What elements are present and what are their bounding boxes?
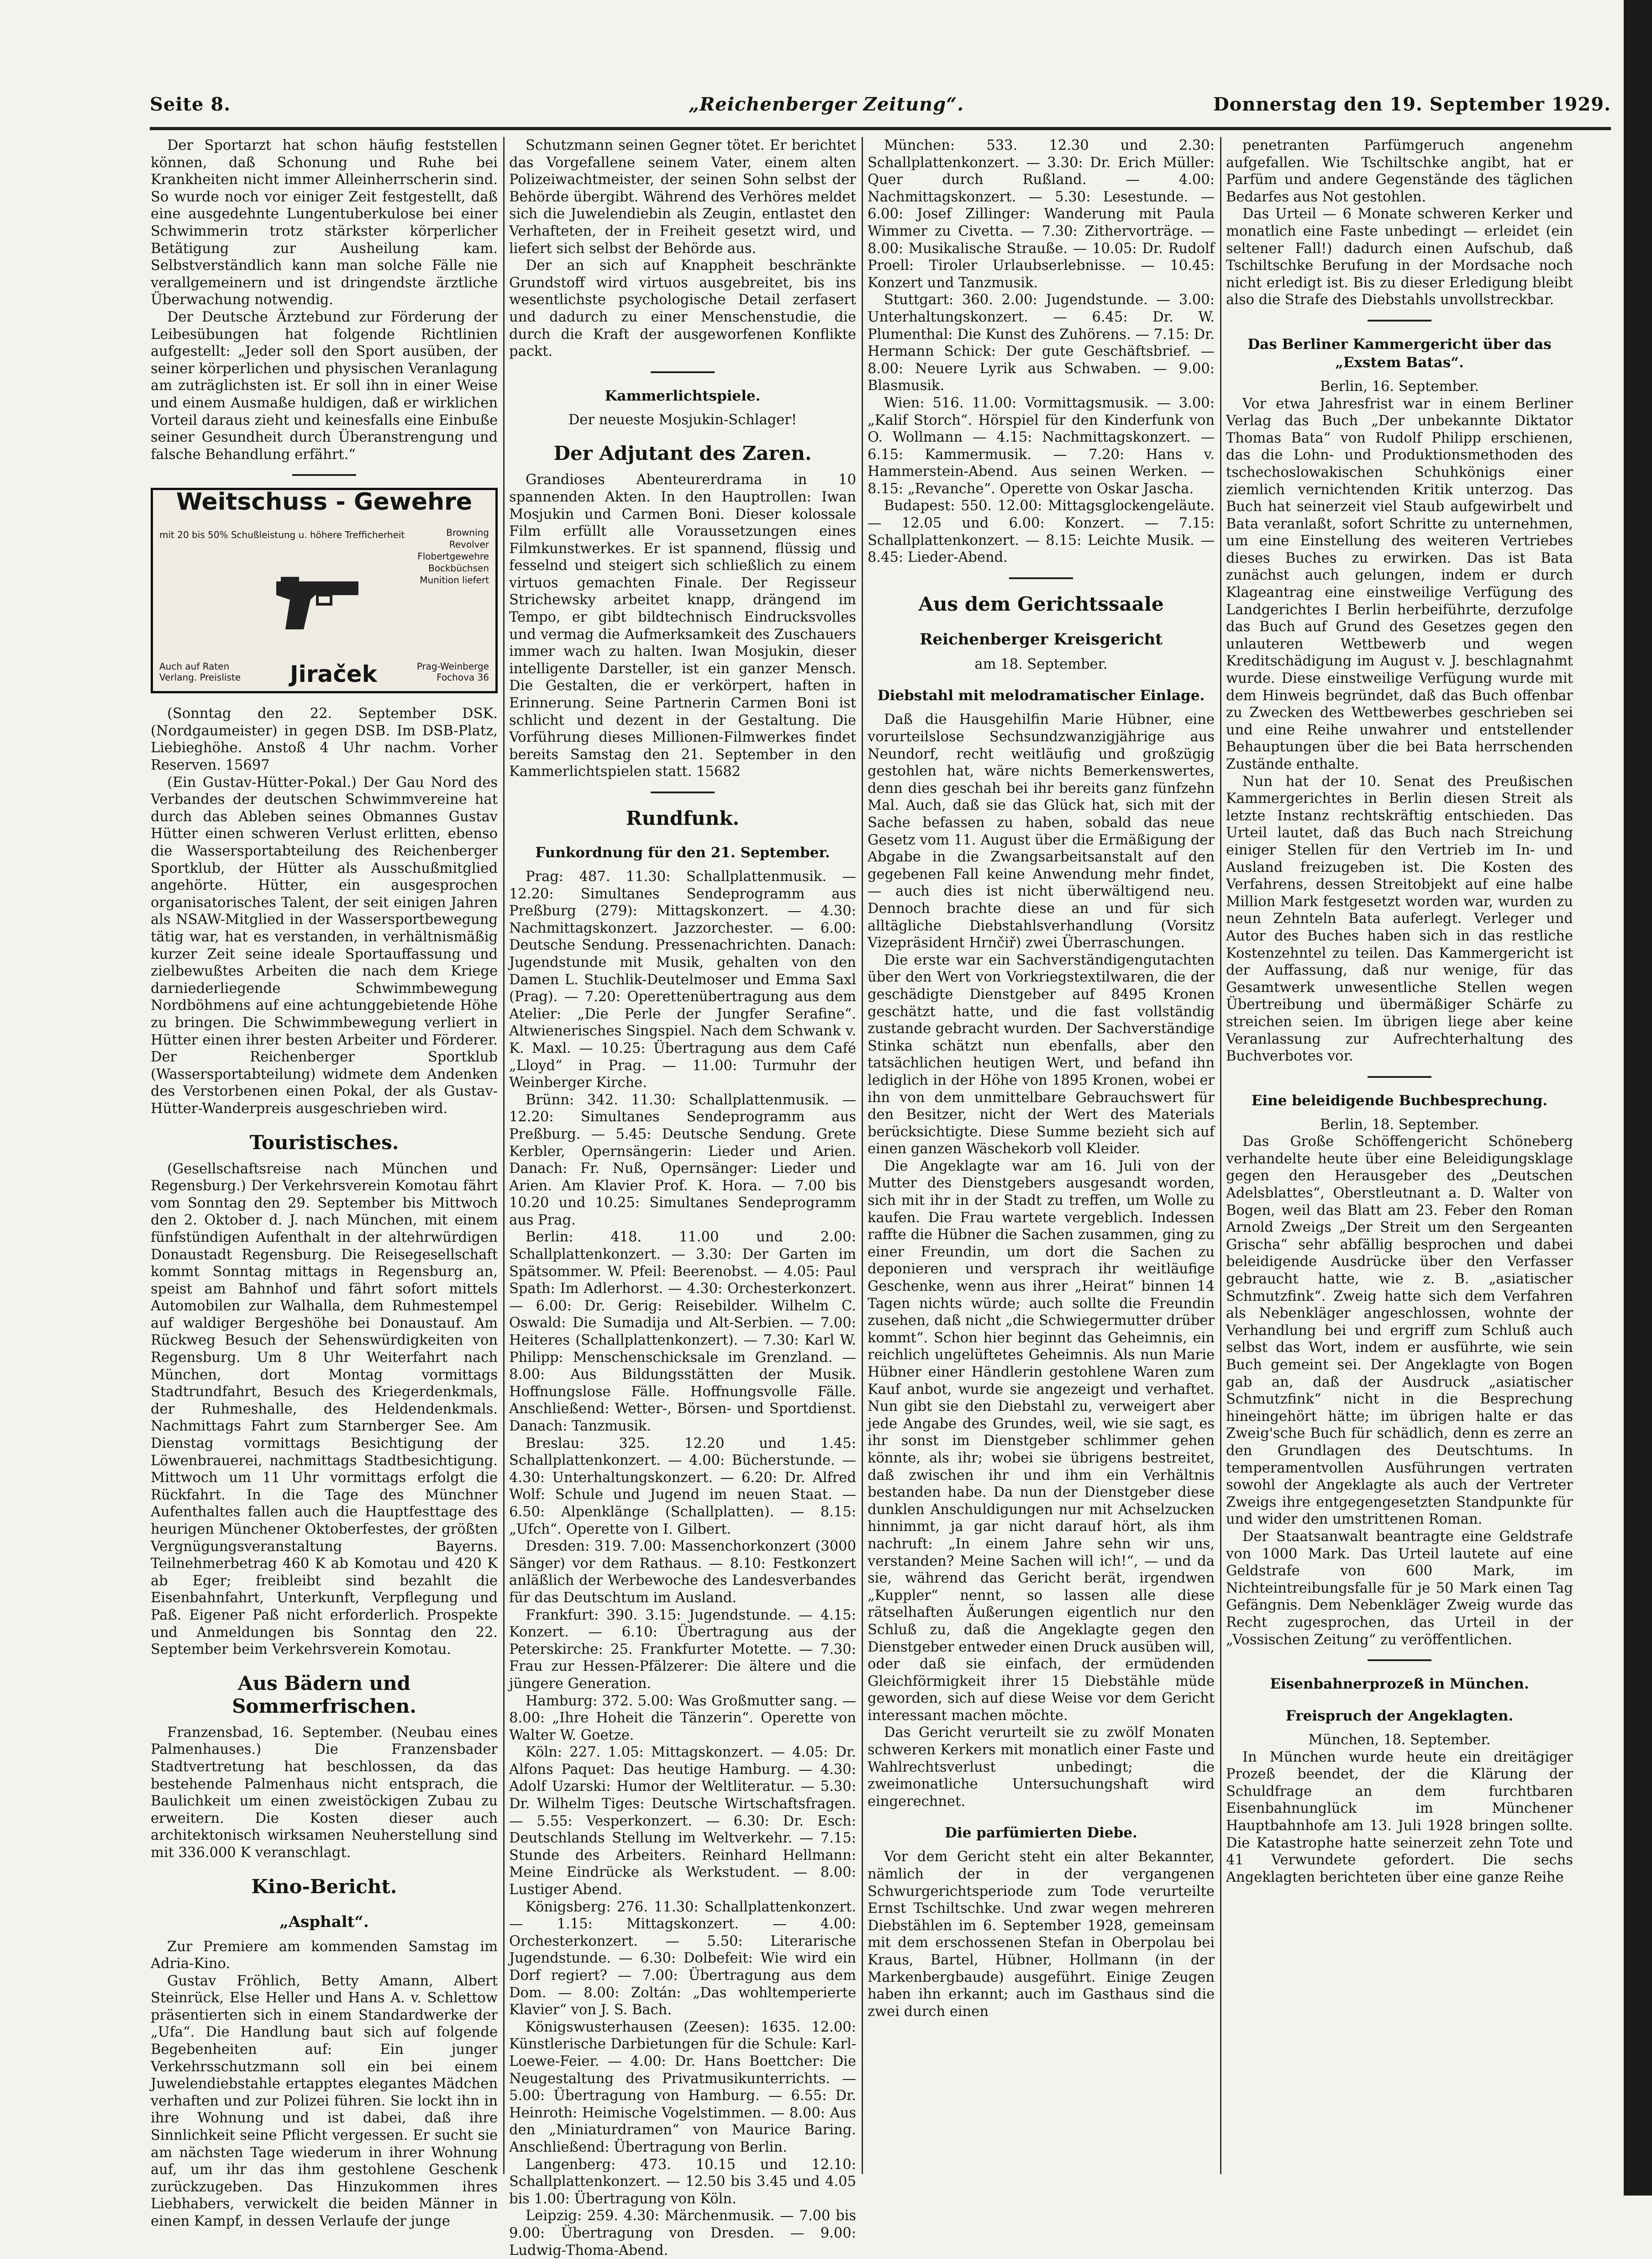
radio-listing: Stuttgart: 360. 2.00: Jugendstunde. — 3.00: Unterhaltungskonzert. — 6.45: Dr. W. Plumenthal: Die Kunst des Zuhörens. — 7.15: Dr. Hermann Schick: Der gute Geschäftsbrief. — 8.00: Neuere Lyrik aus Schwaben. — 9.00: Blasmusik.: [868, 292, 1215, 394]
article-heading: Diebstahl mit melodramatischer Einlage.: [877, 687, 1205, 704]
issue-date: Donnerstag den 19. September 1929.: [1213, 94, 1611, 115]
radio-listing: Dresden: 319. 7.00: Massenchorkonzert (3000 Sänger) vor dem Rathaus. — 8.10: Festkonzert anläßlich der Werbewoche des Landesverbandes für das Deutschtum im Ausland.: [509, 1538, 856, 1606]
dateline: Berlin, 18. September.: [1320, 1116, 1479, 1133]
page-header: [150, 94, 1611, 126]
separator: [651, 371, 715, 373]
article-paragraph: Franzensbad, 16. September. (Neubau eines Palmenhauses.) Die Franzensbader Stadtvertretung hat beschlossen, da das bestehende Palmenhaus nicht entsprach, die Baulichkeit um einen zweistöckigen Zubau zu erweitern. Die Kosten dieser auch architektonisch wirksamen Neuherstellung sind mit 336.000 K veranschlagt.: [151, 1724, 498, 1861]
article-subheading: Freispruch der Angeklagten.: [1285, 1708, 1514, 1725]
column-4: [1226, 137, 1573, 2183]
article-paragraph: Zur Premiere am kommenden Samstag im Adria-Kino.: [151, 1938, 498, 1972]
radio-listing: Königswusterhausen (Zeesen): 1635. 12.00: Künstlerische Darbietungen für die Schule: Karl-Loewe-Feier. — 4.00: Dr. Hans Boettcher: Die Neugestaltung des Privatmusikunterrichts. — 5.00: Übertragung von Hamburg. — 6.55: Dr. Heinroth: Heimische Vogelstimmen. — 8.00: Aus den „Miniaturdramen“ von Maurice Baring. Anschließend: Übertragung von Berlin.: [509, 2019, 856, 2155]
page-number: Seite 8.: [150, 94, 231, 115]
article-heading: Eisenbahnerprozeß in München.: [1270, 1676, 1529, 1693]
ad-note-line: Auch auf Raten: [159, 661, 230, 672]
radio-listing: Köln: 227. 1.05: Mittagskonzert. — 4.05: Dr. Alfons Paquet: Das heutige Hamburg. — 4.30: Adolf Uzarski: Humor der Weltliteratur. — 5.30: Dr. Wilhelm Tiges: Deutsche Wirtschaftsfragen. — 5.55: Vesperkonzert. — 6.30: Dr. Esch: Deutschlands Stellung im Weltverkehr. — 7.15: Stunde des Arbeiters. Reinhard Hellmann: Meine Eindrücke als Werkstudent. — 8.00: Lustiger Abend.: [509, 1744, 856, 1898]
article-paragraph: Vor etwa Jahresfrist war in einem Berliner Verlag das Buch „Der unbekannte Diktator Thomas Bata“ von Rudolf Philipp erschienen, das die Lohn- und Produktionsmethoden des tschechoslowakischen Schuhkönigs einer ziemlich vernichtenden Kritik unterzog. Das Buch hat seinerzeit viel Staub aufgewirbelt und Bata veranlaßt, sofort Schritte zu unternehmen, um eine Einstellung des weiteren Vertriebes dieses Buches zu erwirken. Das ist Bata zunächst auch gelungen, indem er durch Klageantrag eine einstweilige Verfügung des Landgerichtes I Berlin herbeiführte, derzufolge das Buch auf Grund des Gesetzes gegen den unlauteren Wettbewerb und wegen Kreditschädigung im August v. J. beschlagnahmt wurde. Diese einstweilige Verfügung wurde mit dem Hinweis begründet, daß das Buch offenbar zu Zwecken des Wettbewerbes geschrieben sei und eine Reihe unwahrer und entstellender Behauptungen über die bei Bata herrschenden Zustände enthalte.: [1226, 396, 1573, 772]
separator: [1368, 1076, 1431, 1078]
newspaper-title: „Reichenberger Zeitung“.: [689, 94, 964, 115]
ad-address-line: Prag-Weinberge: [416, 661, 489, 672]
article-heading: „Asphalt“.: [279, 1912, 369, 1931]
column-2: [509, 137, 856, 2259]
radio-listing: Berlin: 418. 11.00 und 2.00: Schallplattenkonzert. — 3.30: Der Garten im Spätsommer. W. Pfeil: Beerenobst. — 4.05: Paul Spath: Im Adlerhorst. — 4.30: Orchesterkonzert. — 6.00: Dr. Gerig: Reisebilder. Wilhelm C. Oswald: Die Sumadija und Alt-Serbien. — 7.00: Heiteres (Schallplattenkonzert). — 7.30: Karl W. Philipp: Menschenschicksale im Grenzland. — 8.00: Aus Bildungsstätten der Musik. Hoffnungslose Fälle. Hoffnungsvolle Fälle. Anschließend: Wetter-, Börsen- und Sportdienst. Danach: Tanzmusik.: [509, 1229, 856, 1434]
article-paragraph: Nun hat der 10. Senat des Preußischen Kammergerichtes in Berlin diesen Streit als letzte Instanz rechtskräftig entschieden. Das Urteil lautet, daß das Buch nach Streichung einiger Stellen für den Vertrieb im In- und Ausland freizugeben ist. Die Kosten des Verfahrens, dessen Streitobjekt auf eine halbe Million Mark festgesetzt worden war, wurden zu neun Zehnteln Bata auferlegt. Verleger und Autor des Buches haben sich in das restliche Kostenzehntel zu teilen. Das Kammergericht ist der Auffassung, daß nur wenige, für das Gesamtwerk unwesentliche Stellen wegen Übertreibung und übermäßiger Schärfe zu streichen seien. Im übrigen liege aber keine Veranlassung zur Aufrechterhaltung des Buchverbotes vor.: [1226, 773, 1573, 1065]
article-heading: Der Adjutant des Zaren.: [553, 442, 812, 465]
dateline: München, 18. September.: [1308, 1732, 1491, 1748]
separator: [1009, 577, 1073, 579]
ad-left-note: [159, 661, 241, 683]
radio-listing: Langenberg: 473. 10.15 und 12.10: Schallplattenkonzert. — 12.50 bis 3.45 und 4.05 bis 1.00: Übertragung von Köln.: [509, 2156, 856, 2207]
article-paragraph: In München wurde heute ein dreitägiger Prozeß beendet, der die Klärung der Schuldfrage an dem furchtbaren Eisenbahnunglück im Münchener Hauptbahnhofe am 13. Juli 1928 bringen sollte. Die Katastrophe hatte seinerzeit zehn Tote und 41 Verwundete gefordert. Die sechs Angeklagten berichteten über eine ganze Reihe: [1226, 1749, 1573, 1885]
separator: [1368, 320, 1431, 322]
radio-listing: Brünn: 342. 11.30: Schallplattenmusik. — 12.20: Simultanes Sendeprogramm aus Preßburg. — 5.45: Deutsche Sendung. Grete Kerbler, Opernsängerin: Lieder und Arien. Danach: Fr. Nuß, Opernsänger: Lieder und Arien. Am Klavier Prof. K. Hora. — 7.00 bis 10.20 und 10.25: Simultanes Sendeprogramm aus Prag.: [509, 1092, 856, 1228]
ad-list-item: Bockbüchsen: [428, 563, 489, 574]
ad-list-item: Flobertgewehre: [417, 551, 489, 562]
article-paragraph: penetranten Parfümgeruch angenehm aufgefallen. Wie Tschiltschke angibt, hat er Parfüm und andere Gegenstände des täglichen Bedarfes aus Not gestohlen.: [1226, 137, 1573, 205]
ad-title: Weitschuss - Gewehre: [176, 488, 473, 516]
column-rule: [862, 137, 863, 2174]
article-paragraph: Das Gericht verurteilt sie zu zwölf Monaten schweren Kerkers mit monatlich einer Faste und Wahlrechtsverlust unbedingt; die zweimonatliche Untersuchungshaft wird eingerechnet.: [868, 1725, 1215, 1810]
radio-listing: Hamburg: 372. 5.00: Was Großmutter sang. — 8.00: „Ihre Hoheit die Tänzerin“. Operette von Walter W. Goetze.: [509, 1693, 856, 1743]
article-paragraph: Der Staatsanwalt beantragte eine Geldstrafe von 1000 Mark. Das Urteil lautete auf eine Geldstrafe von 600 Mark, im Nichteintreibungsfalle für je 50 Mark einen Tag Gefängnis. Dem Nebenkläger Zweig wurde das Recht zugesprochen, das Urteil in der „Vossischen Zeitung“ zu veröffentlichen.: [1226, 1528, 1573, 1648]
article-paragraph: Schutzmann seinen Gegner tötet. Er berichtet das Vorgefallene seinem Vater, einem alten Polizeiwachtmeister, der seinen Sohn selbst der Behörde übergibt. Während des Verhöres meldet sich die Juwelendiebin als Zeugin, entlastet den Verhafteten, der in Freiheit gesetzt wird, und liefert sich selbst der Behörde aus.: [509, 137, 856, 257]
column-1: [151, 137, 498, 2229]
radio-listing: Wien: 516. 11.00: Vormittagsmusik. — 3.00: „Kalif Storch“. Hörspiel für den Kinderfunk von O. Wollmann — 4.15: Nachmittagskonzert. — 6.15: Kammermusik. — 7.20: Hans v. Hammerstein-Abend. Aus seinen Werken. — 8.15: „Revanche“. Operette von Oskar Jascha.: [868, 395, 1215, 497]
article-paragraph: (Gesellschaftsreise nach München und Regensburg.) Der Verkehrsverein Komotau fährt vom Sonntag den 29. September bis Mittwoch den 2. Oktober d. J. nach München, mit einem fünfstündigen Aufenthalt in der altehrwürdigen Donaustadt Regensburg. Die Reisegesellschaft kommt Sonntag mittags in Regensburg an, speist am Bahnhof und fährt sofort mittels Automobilen zur Walhalla, dem Ruhmestempel auf waldiger Bergeshöhe bei Donaustauf. Am Rückweg Besuch der Sehenswürdigkeiten von Regensburg. Um 8 Uhr Weiterfahrt nach München, dort Montag vormittags Stadtrundfahrt, Besuch des Kriegerdenkmals, der Ruhmeshalle, des Heldendenkmals. Nachmittags Fahrt zum Starnberger See. Am Dienstag vormittags Besichtigung der Löwenbrauerei, nachmittags Stadtbesichtigung. Mittwoch um 11 Uhr vormittags erfolgt die Rückfahrt. In die Tage des Münchner Aufenthaltes fallen auch die Hauptfesttage des heurigen Münchener Oktoberfestes, der größten Vergnügungsveranstaltung Bayerns. Teilnehmerbetrag 460 K ab Komotau und 420 K ab Eger; freibleibt sind bezahlt die Eisenbahnfahrt, Unterkunft, Verpflegung und Paß. Eigener Paß nicht erforderlich. Prospekte und Anmeldungen bis Sonntag den 22. September beim Verkehrsverein Komotau.: [151, 1161, 498, 1658]
section-heading: Kammerlichtspiele.: [605, 387, 761, 404]
radio-listing: Frankfurt: 390. 3.15: Jugendstunde. — 4.15: Konzert. — 6.10: Übertragung aus der Peterskirche: 25. Frankfurter Motette. — 7.30: Frau zur Hessen-Pfälzerer: Die ältere und die jüngere Generation.: [509, 1607, 856, 1692]
pistol-icon: [272, 572, 363, 632]
ad-list-item: Revolver: [449, 539, 489, 550]
radio-listing: Prag: 487. 11.30: Schallplattenmusik. — 12.20: Simultanes Sendeprogramm aus Preßburg (279): Mittagskonzert. — 4.30: Nachmittagskonzert. Jazzorchester. — 6.00: Deutsche Sendung. Pressenachrichten. Danach: Jugendstunde mit Musik, gehalten von den Damen L. Stuchlik-Deutelmoser und Emma Saxl (Prag). — 7.20: Operettenübertragung aus dem Atelier: „Die Perle der Jungfer Serafine“. Altwienerisches Singspiel. Nach dem Schwank v. K. Maxl. — 10.25: Übertragung aus dem Café „Lloyd“ in Prag. — 11.00: Turmuhr der Weinberger Kirche.: [509, 869, 856, 1091]
ad-address: [417, 661, 489, 683]
section-heading: Aus dem Gerichtssaale: [918, 592, 1164, 615]
radio-listing: Budapest: 550. 12.00: Mittagsglockengeläute. — 12.05 und 6.00: Konzert. — 7.15: Schallplattenkonzert. — 8.15: Leichte Musik. — 8.45: Lieder-Abend.: [868, 498, 1215, 566]
section-heading: Kino-Bericht.: [251, 1875, 397, 1898]
header-rule: [150, 127, 1611, 130]
dateline: Berlin, 16. September.: [1320, 378, 1479, 395]
section-heading: Touristisches.: [249, 1131, 399, 1154]
article-heading: Funkordnung für den 21. September.: [535, 844, 830, 861]
ad-subtitle: mit 20 bis 50% Schußleistung u. höhere Trefficherheit: [159, 529, 405, 541]
radio-listing: Königsberg: 276. 11.30: Schallplattenkonzert. — 1.15: Mittagskonzert. — 4.00: Orchesterkonzert. — 5.50: Literarische Jugendstunde. — 6.30: Dolbefeit: Wie wird ein Dorf regiert? — 7.00: Übertragung aus dem Dom. — 8.00: Zoltán: „Das wohltemperierte Klavier“ von J. S. Bach.: [509, 1899, 856, 2018]
article-paragraph: Die erste war ein Sachverständigengutachten über den Wert von Vorkriegstextilwaren, die der geschädigte Dienstgeber auf 8495 Kronen geschätzt hatte, und die fast vollständig zustande gebracht wurden. Der Sachverständige Stinka schätzt nun ebenfalls, aber den tatsächlichen heutigen Wert, und befand ihn lediglich in der Höhe von 1895 Kronen, wobei er ihn von dem unmittelbare Gebrauchswert für den Besitzer, nicht der Wert des Materials berücksichtigte. Diese Summe bezieht sich auf einen ganzen Wäschekorb voll Kleider.: [868, 952, 1215, 1157]
article-paragraph: Gustav Fröhlich, Betty Amann, Albert Steinrück, Else Heller und Hans A. v. Schlettow präsentierten sich in einem Standardwerke der „Ufa“. Die Handlung baut sich auf folgende Begebenheiten auf: Ein junger Verkehrsschutzmann soll ein bei einem Juwelendiebstahle ertapptes elegantes Mädchen verhaften und zur Polizei führen. Sie lockt ihn in ihre Wohnung und ist dabei, daß ihre Sinnlichkeit seine Pflicht vergessen. Er sucht sie am nächsten Tage wiederum in ihrer Wohnung auf, um ihr das ihm gestohlene Geschenk zurückzugeben. Das Hinzukommen ihres Liebhabers, verwickelt die beiden Männer in einen Kampf, in dessen Verlaufe der junge: [151, 1973, 498, 2229]
article-heading: Die parfümierten Diebe.: [945, 1825, 1137, 1842]
separator: [651, 792, 715, 793]
article-paragraph: Grandioses Abenteurerdrama in 10 spannenden Akten. In den Hauptrollen: Iwan Mosjukin und Carmen Boni. Dieser kolossale Film erfüllt alle Voraussetzungen eines Filmkunstwerkes. Er ist spannend, flüssig und fesselnd und steigert sich schließlich zu einem virtuos gemachten Finale. Der Regisseur Strichewsky arbeitet knapp, drängend im Tempo, er gibt bildtechnisch Eindrucksvolles und vermag die Aufmerksamkeit des Zuschauers immer wach zu halten. Iwan Mosjukin, dieser intelligente Darsteller, ist ein ganzer Mensch. Die Gestalten, die er verkörpert, haften in Erinnerung. Seine Partnerin Carmen Boni ist schlicht und dezent in der Gestaltung. Die Vorführung dieses Millionen-Filmwerkes findet bereits Samstag den 21. September in den Kammerlichtspielen statt. 15682: [509, 472, 856, 780]
section-heading: Rundfunk.: [626, 807, 740, 829]
gun-advertisement: [151, 488, 498, 693]
page-edge: [1624, 0, 1652, 2196]
article-paragraph: Der Sportarzt hat schon häufig feststellen können, daß Schonung und Ruhe bei Krankheiten nicht immer Alleinherrscherin sind. So wurde noch vor einiger Zeit festgestellt, daß eine ausgedehnte Lungentuberkulose bei einer Schwimmerin trotz stärkster körperlicher Betätigung zur Ausheilung kam. Selbstverständlich kann man solche Fälle nie verallgemeinern und ist dringendste ärztliche Überwachung notwendig.: [151, 137, 498, 308]
article-paragraph: Das Urteil — 6 Monate schweren Kerker und monatlich eine Faste unbedingt — erleidet (ein seltener Fall!) dadurch einen Aufschub, daß Tschiltschke Berufung in der Mordsache noch nicht erledigt ist. Bis zu dieser Erledigung bleibt also die Strafe des Diebstahls unvollstreckbar.: [1226, 206, 1573, 308]
section-heading: Aus Bädern und Sommerfrischen.: [232, 1672, 416, 1717]
article-subheading: Der neueste Mosjukin-Schlager!: [568, 412, 797, 428]
column-rule: [503, 137, 505, 2174]
ad-product-list: [375, 527, 489, 586]
court-date: am 18. September.: [974, 656, 1108, 672]
ad-note-line: Verlang. Preisliste: [159, 672, 241, 683]
article-paragraph: Der an sich auf Knappheit beschränkte Grundstoff wird virtuos ausgebreitet, bis ins wesentlichste psychologische Detail zerfasert und dadurch zu einer Menschenstudie, die durch die Kraft der ausgeworfenen Konflikte packt.: [509, 258, 856, 360]
radio-listing: Breslau: 325. 12.20 und 1.45: Schallplattenkonzert. — 4.00: Bücherstunde. — 4.30: Unterhaltungskonzert. — 6.20: Dr. Alfred Wolf: Schule und Jugend im neuen Staat. — 6.50: Alpenklänge (Schallplatten). — 8.15: „Ufch“. Operette von I. Gilbert.: [509, 1435, 856, 1537]
article-paragraph: Die Angeklagte war am 16. Juli von der Mutter des Dienstgebers ausgesandt worden, sich mit ihr in der Stadt zu treffen, um Wolle zu kaufen. Die Frau wartete vergeblich. Indessen raffte die Hübner die Sachen zusammen, ging zu einer Freundin, um dort die Sachen zu deponieren und versprach ihr weitläufige Geschenke, wenn aus ihrer „Heirat“ binnen 14 Tagen nichts würde; auch sollte die Freundin zusehen, daß nicht „die Schwiegermutter drüber kommt“. Schon hier beginnt das Geheimnis, ein reichlich ungelüftetes Geheimnis. Als nun Marie Hübner einer Händlerin gestohlene Waren zum Kauf anbot, wurde sie angezeigt und verhaftet. Nun gibt sie den Diebstahl zu, verweigert aber jede Angabe des Grundes, weil, wie sie sagt, es ihr sonst im Dienstgeber schlimmer gehen könnte, als ihr; wobei sie übrigens bestreitet, daß zwischen ihr und ihm ein Verhältnis bestanden habe. Da nun der Dienstgeber diese dunklen Anschuldigungen nur mit Achselzucken hinnimmt, ja gar nicht darauf hört, als ihm nachruft: „In einem Jahre sehn wir uns, verstanden? Meine Sachen will ich!“, — und da sie, während das Gericht berät, irgendwen „Kuppler“ nennt, so lassen alle diese rätselhaften Äußerungen eigentlich nur den Schluß zu, daß die Angeklagte gegen den Dienstgeber entweder einen Druck ausüben will, oder daß sie einfach, der ermüdenden Gleichförmigkeit ihrer 15 Diebstähle müde geworden, sich auf diese Weise vor dem Gericht interessant machen möchte.: [868, 1158, 1215, 1724]
ad-list-item: Munition liefert: [420, 575, 489, 586]
ad-address-line: Fochova 36: [437, 672, 489, 683]
ad-brand: Jiraček: [290, 660, 377, 687]
article-heading: Das Berliner Kammergericht über das „Exstem Batas“.: [1247, 336, 1552, 371]
article-heading: Eine beleidigende Buchbesprechung.: [1251, 1092, 1548, 1109]
article-paragraph: Vor dem Gericht steht ein alter Bekannter, nämlich der in der vergangenen Schwurgerichtsperiode zum Tode verurteilte Ernst Tschiltschke. Und zwar wegen mehreren Diebstählen im 6. September 1928, gemeinsam mit dem erschossenen Stefan in Oberpolau bei Kraus, Bartel, Hübner, Hollmann (in der Markenbergbaude) ausgeführt. Einige Zeugen haben ihn erkannt; auch im Gasthaus sind die zwei durch einen: [868, 1849, 1215, 2020]
article-paragraph: Der Deutsche Ärztebund zur Förderung der Leibesübungen hat folgende Richtlinien aufgestellt: „Jeder soll den Sport ausüben, der seiner körperlichen und physischen Veranlagung am zuträglichsten ist. Er soll ihn in einer Weise und einem Ausmaße huldigen, daß er wirklichen Vorteil daraus zieht und keinesfalls eine Einbuße seiner Gesundheit durch Überanstrengung und falsche Behandlung erfährt.“: [151, 309, 498, 463]
radio-listing: München: 533. 12.30 und 2.30: Schallplattenkonzert. — 3.30: Dr. Erich Müller: Quer durch Rußland. — 4.00: Nachmittagskonzert. — 5.30: Lesestunde. — 6.00: Josef Zillinger: Wanderung mit Paula Wimmer zu Civetta. — 7.30: Zithervorträge. — 8.00: Musikalische Strauße. — 10.05: Dr. Rudolf Proell: Tiroler Urlaubserlebnisse. — 10.45: Konzert und Tanzmusik.: [868, 137, 1215, 291]
column-rule: [1220, 137, 1221, 2174]
article-paragraph: Daß die Hausgehilfin Marie Hübner, eine vorurteilslose Sechsundzwanzigjährige aus Neundorf, recht weitläufig und großzügig gestohlen hat, wäre nichts Bemerkenswertes, denn dies geschah bei ihr bereits ganz fünfzehn Mal. Auch, daß sie das Glück hat, sich mit der Sache befassen zu haben, sobald das neue Gesetz vom 11. August über die Ermäßigung der Abgabe in die Zwangsarbeitsanstalt auf den gegebenen Fall keine Anwendung mehr findet, — auch dies ist nicht überwältigend neu. Dennoch brachte diese an und für sich alltägliche Diebstahlsverhandlung (Vorsitz Vizepräsident Hrnčiř) zwei Überraschungen.: [868, 712, 1215, 951]
ad-list-item: Browning: [446, 527, 489, 538]
separator: [1368, 1659, 1431, 1661]
separator: [292, 474, 356, 476]
article-paragraph: Das Große Schöffengericht Schöneberg verhandelte heute über eine Beleidigungsklage gegen den Herausgeber des „Deutschen Adelsblattes“, Oberstleutnant a. D. Walter von Bogen, weil das Blatt am 23. Feber den Roman Arnold Zweigs „Der Streit um den Sergeanten Grischa“ sehr abfällig besprochen und dabei beleidigende Ausdrücke über den Verfasser gebraucht hatte, wie z. B. „asiatischer Schmutzfink“. Zweig hatte sich dem Verfahren als Nebenkläger angeschlossen, wohnte der Verhandlung bei und ergriff zum Schluß auch selbst das Wort, indem er ausführte, wie sein Buch gemeint sei. Der Angeklagte von Bogen gab an, daß der Ausdruck „asiatischer Schmutzfink“ nicht in die Besprechung hineingehört hätte; im übrigen halte er das Zweig'sche Buch für schädlich, denn es zerre an den Grundlagen des Deutschtums. In temperamentvollen Ausführungen vertraten sowohl der Angeklagte als auch der Vertreter Zweigs ihre entgegengesetzten Standpunkte für und wider den umstrittenen Roman.: [1226, 1134, 1573, 1528]
radio-listing: Leipzig: 259. 4.30: Märchenmusik. — 7.00 bis 9.00: Übertragung von Dresden. — 9.00: Ludwig-Thoma-Abend.: [509, 2208, 856, 2259]
court-heading: Reichenberger Kreisgericht: [920, 630, 1163, 649]
column-3: [868, 137, 1215, 2183]
article-paragraph: (Sonntag den 22. September DSK. (Nordgaumeister) in gegen DSB. Im DSB-Platz, Liebieghöhe. Anstoß 4 Uhr nachm. Vorher Reserven. 15697: [151, 706, 498, 774]
article-paragraph: (Ein Gustav-Hütter-Pokal.) Der Gau Nord des Verbandes der deutschen Schwimmvereine hat durch das Ableben seines Obmannes Gustav Hütter einen schweren Verlust erlitten, ebenso die Wassersportabteilung des Reichenberger Sportklub, der Hütter als Ausschußmitglied angehörte. Hütter, ein ausgesprochen organisatorisches Talent, der seit einigen Jahren als NSAW-Mitglied in der Wassersportbewegung tätig war, hat es verstanden, in verhältnismäßig kurzer Zeit seine ideale Sportauffassung und zielbewußtes Arbeiten die nach dem Kriege darniederliegende Schwimmbewegung Nordböhmens auf eine achtunggebietende Höhe zu bringen. Die Schwimmbewegung verliert in Hütter einen ihrer besten Arbeiter und Förderer. Der Reichenberger Sportklub (Wassersportabteilung) widmete dem Andenken des Verstorbenen einen Pokal, der als Gustav-Hütter-Wanderpreis ausgeschrieben wird.: [151, 774, 498, 1117]
